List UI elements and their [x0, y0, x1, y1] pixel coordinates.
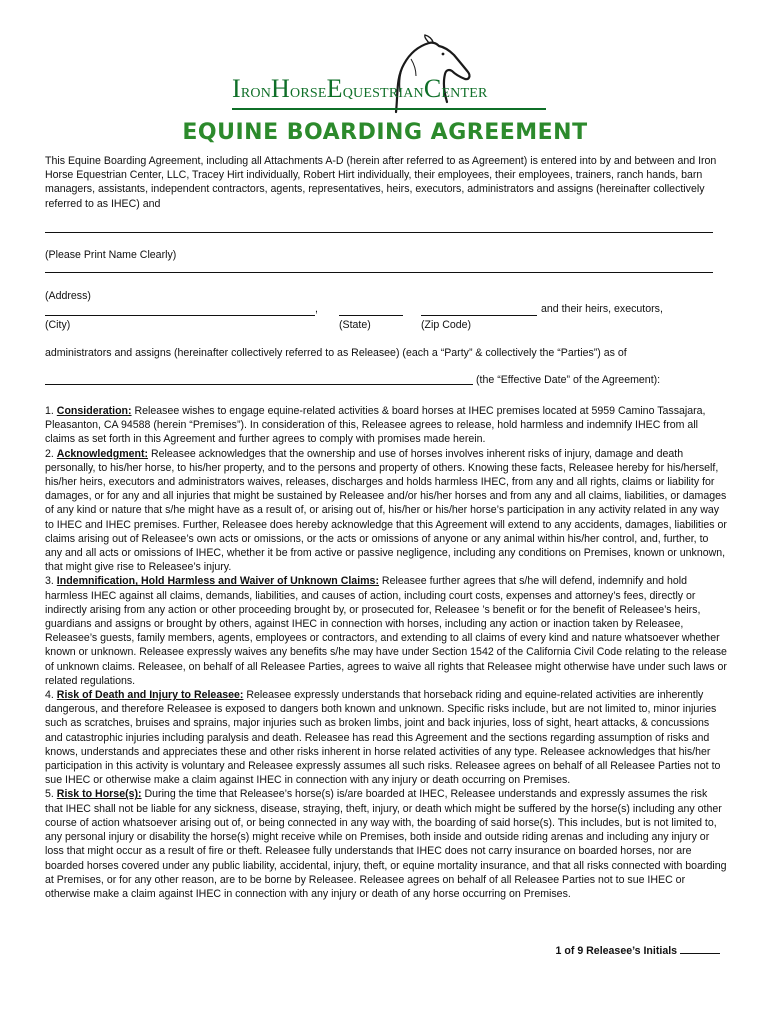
effective-date-label: (the “Effective Date” of the Agreement):: [476, 374, 661, 386]
iron-horse-logo: [228, 34, 548, 114]
agreement-body: [45, 404, 727, 901]
section-risk-releasee: [45, 688, 727, 787]
page-footer: [556, 943, 720, 957]
document-title: EQUINE BOARDING AGREEMENT: [182, 120, 588, 145]
logo-letters: QUESTRIAN: [342, 86, 424, 101]
section-number: 1.: [45, 405, 54, 417]
address-field[interactable]: [45, 272, 713, 273]
section-number: 4.: [45, 689, 54, 702]
section-consideration: [45, 404, 727, 447]
section-heading: Risk of Death and Injury to Releasee:: [56, 689, 244, 702]
state-field[interactable]: [339, 315, 403, 316]
logo-letter: C: [423, 74, 442, 103]
section-text: Releasee acknowledges that the ownership and use of horses involves inherent risks of injury, damage and death personally, to his/her horse, to his/her property, and to the persons and property of others. Knowing these facts, Releasee hereby for his/herself, his/her heirs, executors and administrators waives, releases, discharges and holds harmless IHEC, from any and all rights, claims or liability for damages, or for any and all injuries that might be sustained by Releasee and/or his/her horses and from any and all claims, liabilities, or damages of any kind or nature that s/he might have as a result of, or arising out of, his/her or his/her horse’s participation in any activity related in any way to IHEC and IHEC premises. Further, Releasee does hereby acknowledge that this Agreement will extend to any accidents, damages, liabilities or claims arising out of Releasee’s own acts or omissions, or the acts or omissions of anyone or any animal within his/her control, and, further, to any and all acts or omissions of IHEC, whether it be from active or passive negligence, including any conditions on Premises, known or unknown, that might give rise to Releasee’s injury.: [45, 447, 727, 574]
initials-field[interactable]: [680, 943, 720, 954]
section-indemnification: [45, 574, 727, 688]
section-heading: Consideration:: [56, 405, 132, 417]
heirs-text: and their heirs, executors,: [541, 303, 663, 315]
footer-text: 1 of 9 Releasee’s Initials: [555, 945, 678, 957]
section-heading: Risk to Horse(s):: [56, 788, 142, 801]
logo-letters: ENTER: [441, 86, 488, 101]
name-field[interactable]: [45, 232, 713, 233]
zip-label: (Zip Code): [421, 319, 472, 331]
section-acknowledgment: [45, 447, 727, 575]
logo-underline: [232, 108, 546, 110]
zip-field[interactable]: [421, 315, 537, 316]
logo-letter: E: [326, 74, 343, 103]
logo-letter: I: [232, 74, 241, 103]
section-heading: Indemnification, Hold Harmless and Waiver of Unknown Claims:: [56, 575, 379, 588]
section-number: 5.: [45, 788, 54, 801]
city-label: (City): [45, 319, 71, 331]
logo-letters: ORSE: [290, 86, 327, 101]
section-heading: Acknowledgment:: [56, 447, 149, 460]
state-label: (State): [339, 319, 371, 331]
print-name-label: (Please Print Name Clearly): [45, 249, 177, 261]
logo-letter: H: [271, 74, 291, 103]
effective-date-field[interactable]: [45, 384, 473, 385]
logo-wordmark: [232, 74, 488, 104]
comma-text: ,: [315, 303, 318, 315]
section-text: Releasee further agrees that s/he will defend, indemnify and hold harmless IHEC against all claims, demands, liabilities, and causes of action, including court costs, expenses and attorney’s fees, directly or indirectly arising from any action or other proceeding brought by, or prosecuted for, Releasee ’s benefit or for the benefit of Releasee’s heirs, guardians and assigns or brought by others, against IHEC in connection with horses, including any action or inaction taken by Releasee, Releasee’s guests, family members, agents, employees or contractors, and extending to all claims of every kind and nature whatsoever whether known or unknown. Releasee expressly waives any benefits s/he may have under Section 1542 of the California Civil Code relating to the release of unknown claims. Releasee, on behalf of all Releasee Parties, agrees to waive all rights that Releasee might otherwise have under such laws or related regulations.: [45, 575, 727, 687]
section-text: Releasee expressly understands that horseback riding and equine-related activities are inherently dangerous, and therefore Releasee is exposed to dangers both known and unknown. Specific risks include, but are not limited to, minor injuries such as scratches, bruises and sprains, major injuries such as broken limbs, joint and back injuries, loss of sight, heart attacks, & concussions and catastrophic injuries including paralysis and death. Releasee has read this Agreement and the sections regarding assumption of risks and knows, understands and appreciates these and other risks inherent in horse related activities of any type. Releasee acknowledges that his/her participation in this activity is voluntary and Releasee expressly assumes all such risks. Releasee agrees on behalf of all Releasee Parties not to sue IHEC or otherwise make a claim against IHEC in connection with any injury or death occurring on Premises.: [45, 689, 721, 787]
section-number: 2.: [45, 447, 54, 460]
section-risk-horse: [45, 787, 727, 901]
logo-letters: RON: [240, 86, 272, 101]
section-number: 3.: [45, 575, 54, 588]
section-text: Releasee wishes to engage equine-related activities & board horses at IHEC premises located at 5959 Camino Tassajara, Pleasanton, CA 94588 (herein “Premises”). In consideration of this, Releasee agrees to release, hold harmless and indemnify IHEC from all claims as set forth in this Agreement and further agrees to comply with promises made herein.: [45, 405, 706, 446]
section-text: During the time that Releasee’s horse(s) is/are boarded at IHEC, Releasee understands and expressly assumes the risk that IHEC shall not be liable for any sickness, disease, straying, theft, injury, or death which might be suffered by the horse(s) including any other course of action whatsoever arising out of, or being connected in any way with, the boarding of said horse(s). This includes, but is not limited to, any personal injury or disability the horse(s) might receive while on Premises, both inside and outside riding arenas and including any injury or loss that might occur as a result of fire or theft. Releasee fully understands that IHEC does not carry insurance on boarded horses, nor are boarded horses covered under any public liability, accidental, injury, theft, or equine mortality insurance, and that all risks connected with boarding at Premises, or for any other reason, are to be borne by Releasee. Releasee agrees on behalf of all Releasee Parties not to sue IHEC or otherwise make a claim against IHEC in connection with any injury or death of any horse occurring on Premises.: [45, 788, 727, 900]
city-field[interactable]: [45, 315, 315, 316]
releasee-definition: administrators and assigns (hereinafter collectively referred to as Releasee) (each a “Party” & collectively the “Parties”) as of: [45, 347, 627, 359]
intro-paragraph: This Equine Boarding Agreement, including all Attachments A-D (herein after referred to as Agreement) is entered into by and between and Iron Horse Equestrian Center, LLC, Tracey Hirt individually, Robert Hirt individually, their employees, their employees, trainers, ranch hands, barn managers, assistants, independent contractors, agents, representatives, heirs, executors, administrators and assigns (hereinafter collectively referred to as IHEC) and: [45, 155, 717, 210]
address-label: (Address): [45, 290, 91, 302]
